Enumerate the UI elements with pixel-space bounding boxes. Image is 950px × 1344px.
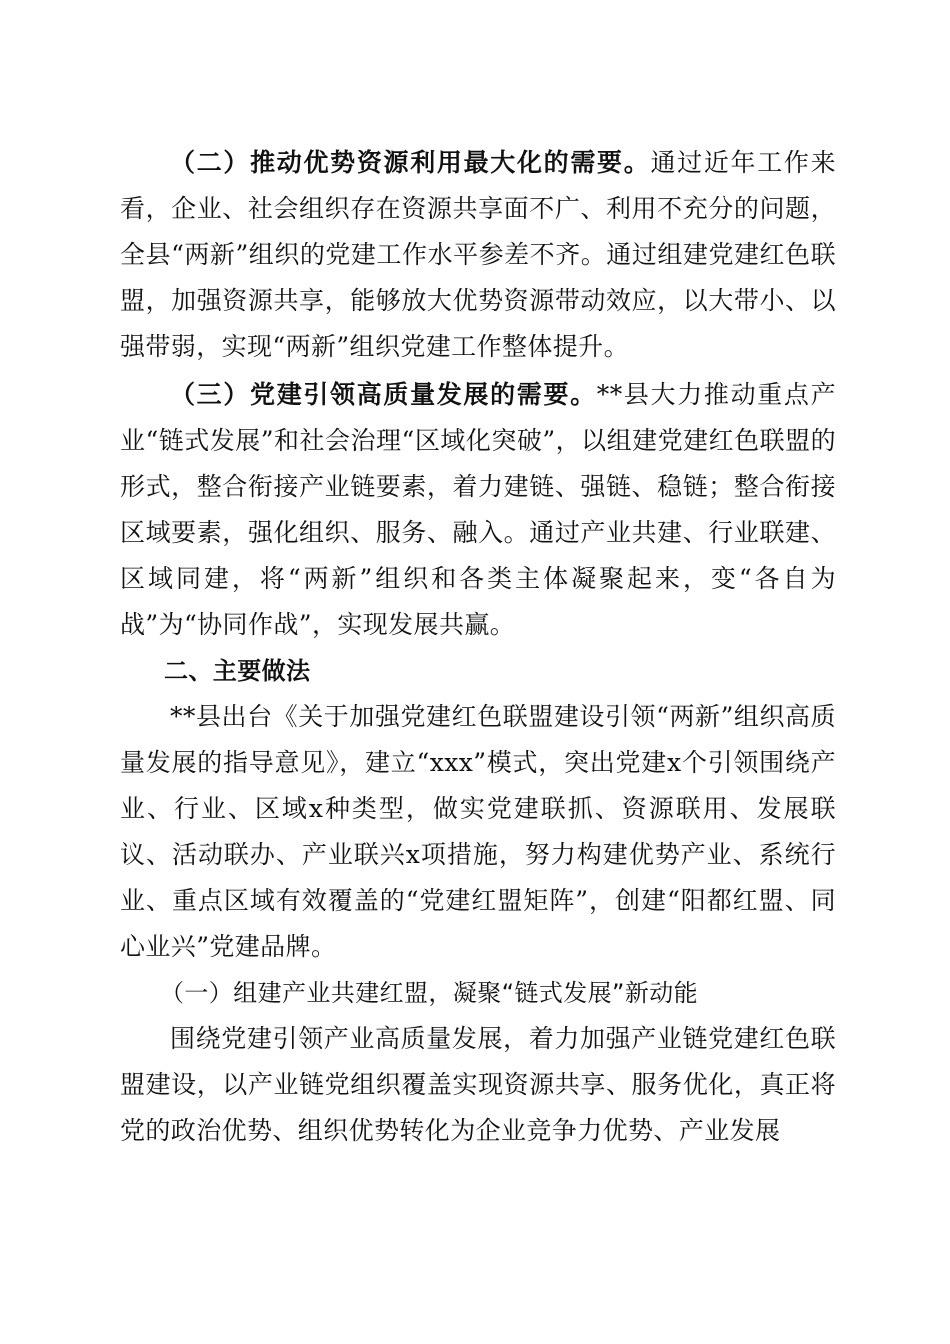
paragraph-text: **县大力推动重点产业“链式发展”和社会治理“区域化突破”，以组建党建红色联盟的形式，整合衔接产业链要素，着力建链、强链、稳链；整合衔接区域要素，强化组织、服务、融入。通过产业共建、行业联建、区域同建，将“两新”组织和各类主体凝聚起来，变“各自为战”为“协同作战”，实现发展共赢。: [120, 380, 836, 639]
paragraph-lead-heading: （三）党建引领高质量发展的需要。: [170, 380, 597, 409]
sub-heading-industry-alliance: （一）组建产业共建红盟，凝聚“链式发展”新动能: [160, 979, 699, 1007]
paragraph-high-quality-development: [120, 372, 836, 648]
section-heading-main-practices: 二、主要做法: [164, 657, 311, 685]
document-body: [120, 140, 836, 1154]
paragraph-lead-heading: （二）推动优势资源利用最大化的需要。: [170, 148, 651, 177]
paragraph-text: 通过近年工作来看，企业、社会组织存在资源共享面不广、利用不充分的问题，全县“两新”组织的党建工作水平参差不齐。通过组建党建红色联盟，加强资源共享，能够放大优势资源带动效应，以大带小、以强带弱，实现“两新”组织党建工作整体提升。: [120, 148, 836, 361]
paragraph-guiding-opinions: **县出台《关于加强党建红色联盟建设引领“两新”组织高质量发展的指导意见》，建立“xxx”模式，突出党建x个引领围绕产业、行业、区域x种类型，做实党建联抓、资源联用、发展联议、活动联办、产业联兴x项措施，努力构建优势产业、系统行业、重点区域有效覆盖的“党建红盟矩阵”，创建“阳都红盟、同心业兴”党建品牌。: [120, 702, 836, 961]
paragraph-industry-chain: 围绕党建引领产业高质量发展，着力加强产业链党建红色联盟建设，以产业链党组织覆盖实现资源共享、服务优化，真正将党的政治优势、组织优势转化为企业竞争力优势、产业发展: [120, 1024, 836, 1145]
paragraph-resource-maximization: [120, 140, 836, 370]
